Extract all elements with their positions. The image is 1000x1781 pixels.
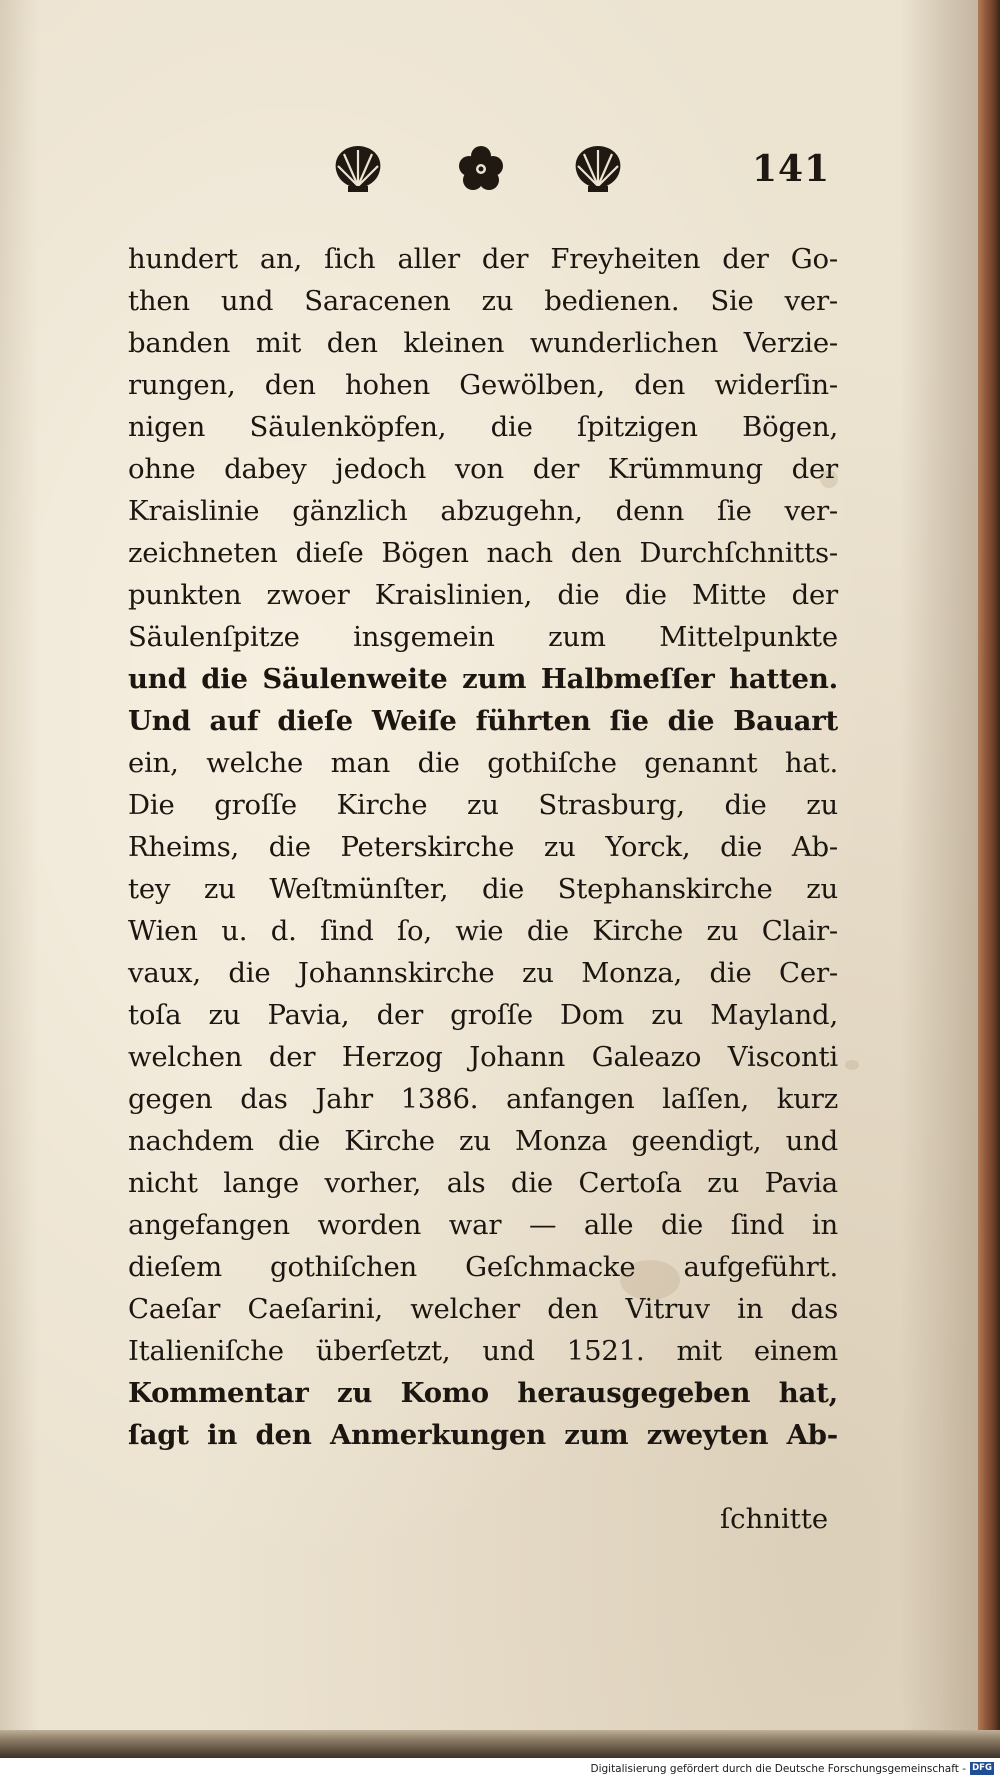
text-line: rungen, den hohen Gewölben, den widerſin- <box>128 369 838 401</box>
text-line: banden mit den kleinen wunderlichen Verzie- <box>128 327 838 359</box>
text-line: nicht lange vorher, als die Certoſa zu Pavia <box>128 1167 838 1199</box>
shell-ornament-icon <box>570 142 626 194</box>
footer-credit: Digitalisierung gefördert durch die Deutsche Forschungsgemeinschaft - <box>590 1763 966 1775</box>
dfg-logo: DFG <box>970 1762 994 1775</box>
text-line: ein, welche man die gothiſche genannt hat. <box>128 747 838 779</box>
text-line: then und Saracenen zu bedienen. Sie ver- <box>128 285 838 317</box>
text-line: Kraislinie gänzlich abzugehn, denn ſie ver- <box>128 495 838 527</box>
text-line: welchen der Herzog Johann Galeazo Visconti <box>128 1041 838 1073</box>
text-line: vaux, die Johannskirche zu Monza, die Cer- <box>128 957 838 989</box>
text-line: Kommentar zu Komo herausgegeben hat, <box>128 1377 838 1409</box>
text-line: Rheims, die Peterskirche zu Yorck, die Ab- <box>128 831 838 863</box>
shell-ornament-icon <box>330 142 386 194</box>
text-line: Die groſſe Kirche zu Strasburg, die zu <box>128 789 838 821</box>
page-header <box>0 142 978 202</box>
book-edge <box>978 0 1000 1760</box>
paper-stain <box>845 1060 859 1070</box>
text-line: hundert an, ſich aller der Freyheiten der Go- <box>128 243 838 275</box>
body-text <box>128 238 838 1456</box>
text-line: dieſem gothiſchen Geſchmacke aufgeführt. <box>128 1251 838 1283</box>
text-line: nigen Säulenköpfen, die ſpitzigen Bögen, <box>128 411 838 443</box>
text-line: angefangen worden war — alle die ſind in <box>128 1209 838 1241</box>
text-line: ohne dabey jedoch von der Krümmung der <box>128 453 838 485</box>
text-line: zeichneten dieſe Bögen nach den Durchſchnitts- <box>128 537 838 569</box>
page-number: 141 <box>752 148 831 190</box>
text-line: Wien u. d. ſind ſo, wie die Kirche zu Clair- <box>128 915 838 947</box>
text-line: gegen das Jahr 1386. anfangen laſſen, kurz <box>128 1083 838 1115</box>
catchword: ſchnitte <box>720 1503 829 1535</box>
text-line: Caeſar Caeſarini, welcher den Vitruv in das <box>128 1293 838 1325</box>
text-line: punkten zwoer Kraislinien, die die Mitte der <box>128 579 838 611</box>
text-line: toſa zu Pavia, der groſſe Dom zu Mayland, <box>128 999 838 1031</box>
book-edge-bottom <box>0 1730 1000 1758</box>
text-line: nachdem die Kirche zu Monza geendigt, und <box>128 1125 838 1157</box>
text-line: und die Säulenweite zum Halbmeſſer hatten. <box>128 663 838 695</box>
text-line: Und auf dieſe Weiſe führten ſie die Bauart <box>128 705 838 737</box>
text-line: Säulenſpitze insgemein zum Mittelpunkte <box>128 621 838 653</box>
text-line: ſagt in den Anmerkungen zum zweyten Ab- <box>128 1419 838 1451</box>
rosette-ornament-icon <box>455 144 507 194</box>
text-line: tey zu Weſtmünſter, die Stephanskirche zu <box>128 873 838 905</box>
text-line: Italieniſche überſetzt, und 1521. mit einem <box>128 1335 838 1367</box>
